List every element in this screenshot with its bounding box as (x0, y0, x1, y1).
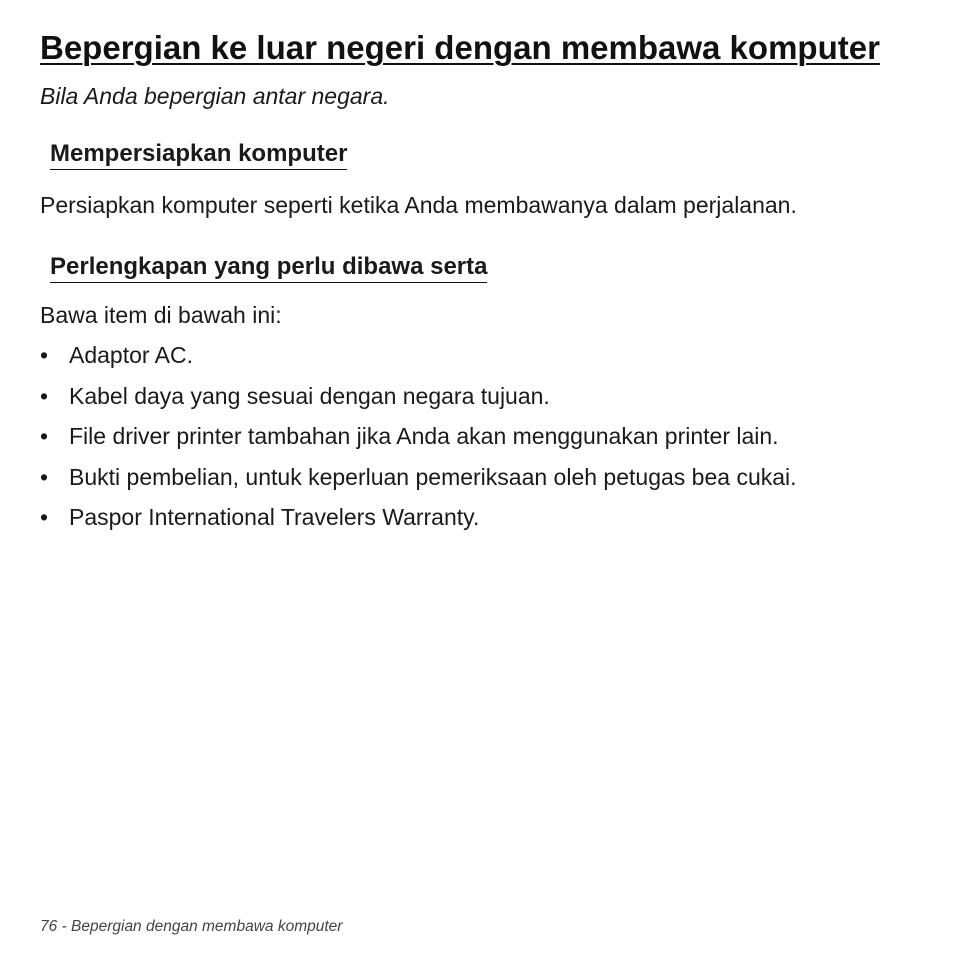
bullet-icon: • (40, 504, 49, 530)
document-page (40, 30, 914, 542)
list-item (40, 461, 914, 494)
section-heading-text: Perlengkapan yang perlu dibawa serta (50, 253, 487, 283)
section-heading-mempersiapkan (50, 139, 914, 169)
page-title (40, 30, 914, 66)
list-item-text: File driver printer tambahan jika Anda akan menggunakan printer lain. (69, 423, 779, 449)
section-heading-text: Mempersiapkan komputer (50, 140, 347, 170)
bullet-icon: • (40, 463, 49, 490)
page-title-text: Bepergian ke luar negeri dengan membawa komputer (40, 29, 880, 66)
list-item (40, 501, 914, 534)
list-item-text: Kabel daya yang sesuai dengan negara tujuan. (69, 382, 550, 409)
section-heading-perlengkapan (50, 252, 914, 282)
list-item-text: Paspor International Travelers Warranty. (69, 504, 480, 530)
page-subtitle: Bila Anda bepergian antar negara. (40, 83, 390, 109)
items-list (40, 339, 914, 534)
bullet-icon: • (40, 423, 49, 449)
list-item (40, 380, 914, 413)
list-item-text: Bukti pembelian, untuk keperluan pemeriksaan oleh petugas bea cukai. (69, 463, 797, 490)
section-body-paragraph: Persiapkan komputer seperti ketika Anda membawanya dalam perjalanan. (40, 192, 797, 218)
bullet-icon: • (40, 342, 49, 368)
list-item (40, 339, 914, 372)
list-item-text: Adaptor AC. (69, 342, 194, 368)
list-intro: Bawa item di bawah ini: (40, 302, 282, 328)
list-item (40, 420, 914, 453)
bullet-icon: • (40, 382, 49, 409)
page-footer: 76 - Bepergian dengan membawa komputer (40, 918, 343, 935)
